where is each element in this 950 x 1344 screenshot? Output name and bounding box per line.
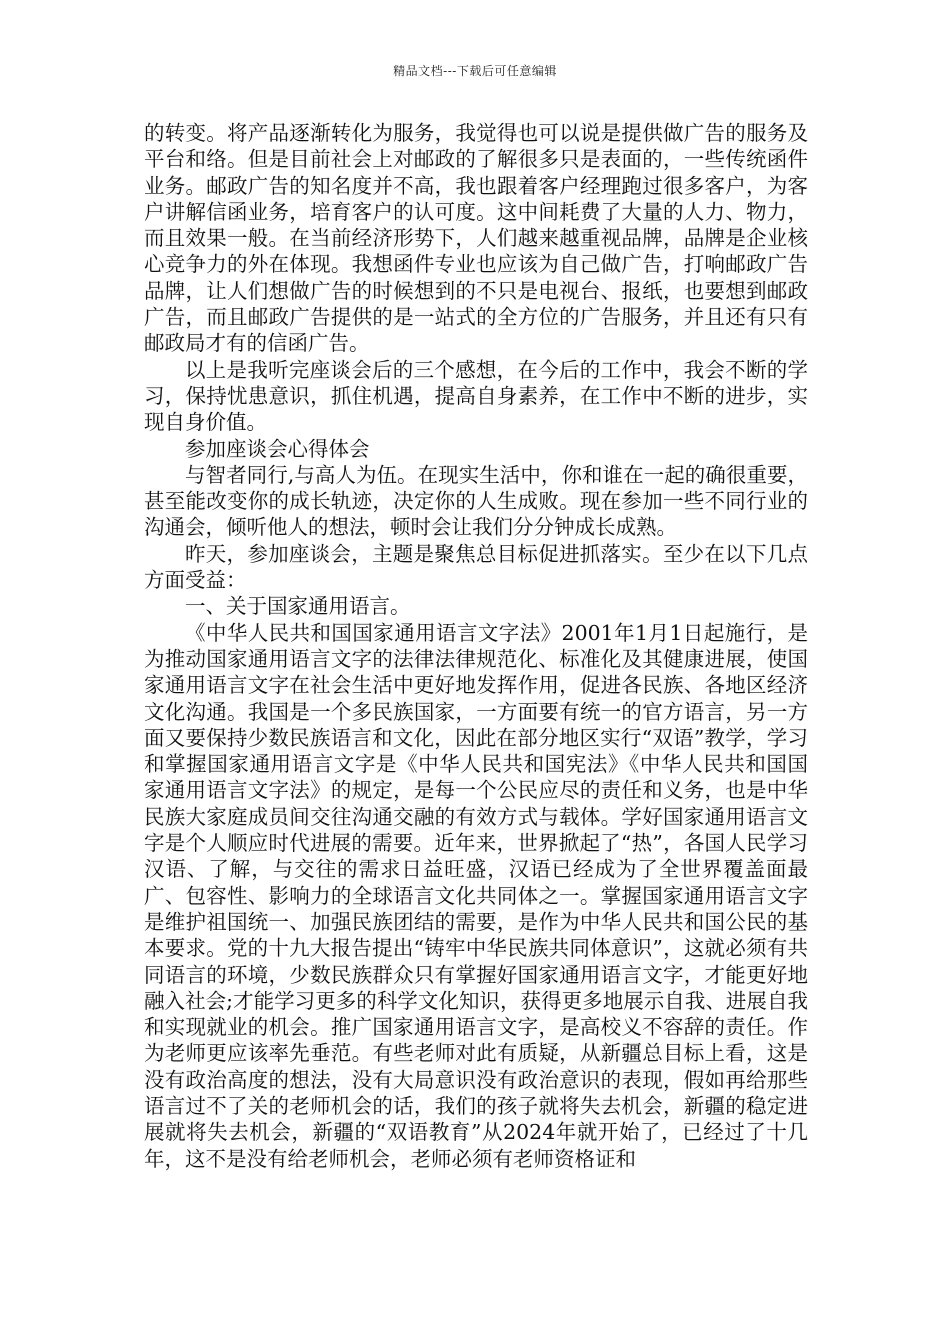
paragraph-meeting: 昨天，参加座谈会，主题是聚焦总目标促进抓落实。至少在以下几点方面受益：: [144, 541, 808, 593]
document-body: [144, 120, 808, 1172]
section-title: 参加座谈会心得体会: [185, 436, 370, 461]
paragraph-intro: 与智者同行,与高人为伍。在现实生活中，你和谁在一起的确很重要，甚至能改变你的成长轨迹，决定你的人生成败。现在参加一些不同行业的沟通会，倾听他人的想法，顿时会让我们分分钟成长成熟。: [144, 462, 808, 540]
page-header: 精品文档---下载后可任意编辑: [393, 64, 557, 78]
paragraph-summary: 以上是我听完座谈会后的三个感想，在今后的工作中，我会不断的学习，保持忧患意识，抓住机遇，提高自身素养，在工作中不断的进步，实现自身价值。: [144, 357, 808, 435]
paragraph-language-law: 《中华人民共和国国家通用语言文字法》2001年1月1日起施行，是为推动国家通用语言文字的法律法律规范化、标准化及其健康进展，使国家通用语言文字在社会生活中更好地发挥作用，促进各民族、各地区经济文化沟通。我国是一个多民族国家，一方面要有统一的官方语言，另一方面又要保持少数民族语言和文化，因此在部分地区实行“双语”教学，学习和掌握国家通用语言文字是《中华人民共和国宪法》《中华人民共和国国家通用语言文字法》的规定，是每一个公民应尽的责任和义务，也是中华民族大家庭成员间交往沟通交融的有效方式与载体。学好国家通用语言文字是个人顺应时代进展的需要。近年来，世界掀起了“热”，各国人民学习汉语、了解，与交往的需求日益旺盛，汉语已经成为了全世界覆盖面最广、包容性、影响力的全球语言文化共同体之一。掌握国家通用语言文字是维护祖国统一、加强民族团结的需要，是作为中华人民共和国公民的基本要求。党的十九大报告提出“铸牢中华民族共同体意识”，这就必须有共同语言的环境，少数民族群众只有掌握好国家通用语言文字，才能更好地融入社会;才能学习更多的科学文化知识，获得更多地展示自我、进展自我和实现就业的机会。推广国家通用语言文字，是高校义不容辞的责任。作为老师更应该率先垂范。有些老师对此有质疑，从新疆总目标上看，这是没有政治高度的想法，没有大局意识没有政治意识的表现，假如再给那些语言过不了关的老师机会的话，我们的孩子就将失去机会，新疆的稳定进展就将失去机会，新疆的“双语教育”从2024年就开始了，已经过了十几年，这不是没有给老师机会，老师必须有老师资格证和: [144, 620, 808, 1171]
subsection-heading: 一、关于国家通用语言。: [185, 594, 411, 619]
paragraph-continuation: 的转变。将产品逐渐转化为服务，我觉得也可以说是提供做广告的服务及平台和络。但是目前社会上对邮政的了解很多只是表面的，一些传统函件业务。邮政广告的知名度并不高，我也跟着客户经理跑过很多客户，为客户讲解信函业务，培育客户的认可度。这中间耗费了大量的人力、物力，而且效果一般。在当前经济形势下，人们越来越重视品牌，品牌是企业核心竞争力的外在体现。我想函件专业也应该为自己做广告，打响邮政广告品牌，让人们想做广告的时候想到的不只是电视台、报纸，也要想到邮政广告，而且邮政广告提供的是一站式的全方位的广告服务，并且还有只有邮政局才有的信函广告。: [144, 121, 808, 356]
